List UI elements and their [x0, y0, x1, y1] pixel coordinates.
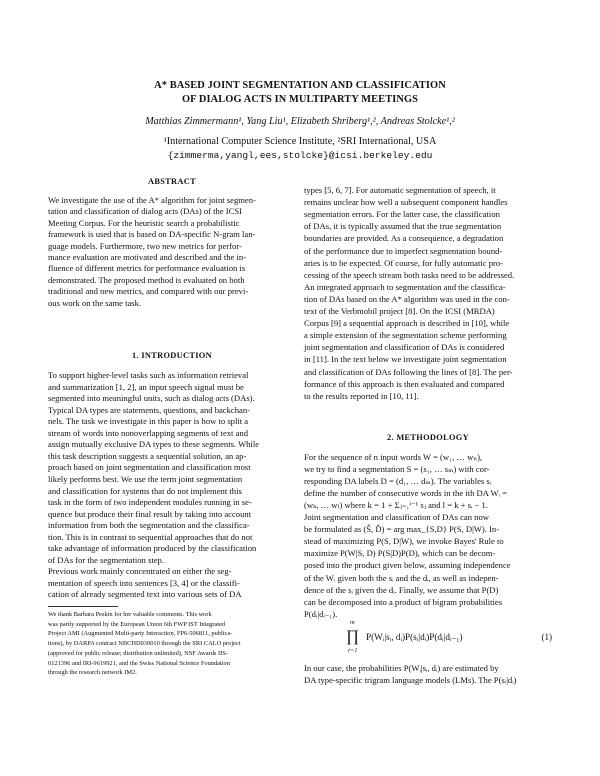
text-line: stead of maximizing P(S, D|W), we invoke Bayes' Rule to [304, 536, 504, 547]
text-line: assign mutually exclusive DA types to these segments. While [48, 439, 260, 450]
text-line: tation and classification of dialog acts (DAs) of the ICSI [48, 206, 243, 217]
text-line: can be decomposed into a product of bigram probabilities [304, 596, 503, 607]
text-line: posed into the product given below, assuming independence [304, 560, 511, 571]
text-line: segmented into meaningful units, such as dialog acts (DAs). [48, 393, 255, 404]
text-line: mentation of speech into sentences [3, 4] or the classifi- [48, 577, 240, 588]
equation-body: P(Wᵢ|sᵢ, dᵢ)P(sᵢ|dᵢ)P(dᵢ|dᵢ₋₁) [366, 632, 463, 642]
equation-1 [304, 619, 552, 658]
text-line: DA type-specific trigram language models (LMs). The P(sᵢ|dᵢ) [304, 675, 517, 686]
text-line: Joint segmentation and classification of DAs can now [304, 512, 489, 523]
text-line: was partly supported by the European Union 6th FWP IST Integrated [48, 620, 226, 628]
text-line: mance evaluation are motivated and described and the in- [48, 252, 247, 262]
contact-email: {zimmerma,yangl,ees,stolcke}@icsi.berkeley.edu [167, 150, 433, 161]
abstract-heading: ABSTRACT [147, 177, 196, 186]
text-line: ous work on the same task. [48, 297, 142, 308]
text-line: (approved for public release; distribution unlimited), NSF Awards IIS- [48, 649, 228, 657]
title-line: OF DIALOG ACTS IN MULTIPARTY MEETINGS [181, 94, 419, 105]
text-line: and classification for systems that do not implement this [48, 485, 242, 496]
text-line: we try to find a segmentation S = (s₁, … sₘ) with cor- [304, 464, 490, 475]
methodology-heading: 2. METHODOLOGY [387, 433, 469, 442]
text-line: tion. This is in contrast to sequential approaches that do not [48, 531, 253, 542]
text-line: To support higher-level tasks such as information retrieval [48, 370, 249, 380]
text-line: Project AMI (Augmented Multi-party Interaction, FP6-506811, publica- [48, 630, 233, 638]
text-line: and summarization [1, 2], an input speech signal must be [48, 381, 244, 392]
text-line: responding DA labels D = (d₁, … dₘ). The variables sᵢ [304, 476, 492, 487]
text-line: of the Wᵢ given both the sᵢ and the dᵢ, as well as indepen- [304, 572, 499, 583]
text-line: information from both the segmentation and the classifica- [48, 520, 250, 531]
text-line: maximize P(W|S, D) P(S|D)P(D), which can be decom- [304, 548, 496, 559]
text-line: a simple extension of the segmentation scheme performing [304, 330, 507, 341]
text-line: Previous work mainly concentrated on either the seg- [48, 566, 232, 577]
text-line: We thank Barbara Peskin for her valuable comments. This work [48, 611, 212, 618]
text-line: of the performance due to imperfect segmentation bound- [304, 245, 503, 256]
author-list: Matthias Zimmermann¹, Yang Liu¹, Elizabeth Shriberg¹,², Andreas Stolcke¹,² [145, 116, 455, 127]
text-line: Meeting Corpus. For the heuristic search a probabilistic [48, 217, 240, 228]
footnote-rule [48, 606, 118, 607]
text-line: formance of this approach is then evaluated and compared [304, 378, 505, 389]
text-line: 0121396 and IRI-9619921, and the Swiss National Science Foundation [48, 659, 230, 667]
text-line: tions), by DARPA contract NBCHD030010 through the SRI CALO project [48, 640, 241, 648]
text-line: and classification of DAs following the lines of [8]. The per- [304, 366, 513, 377]
text-line: traditional and new metrics, and compared with our previ- [48, 286, 249, 297]
text-line: stream of words into nonoverlapping segments of text and [48, 427, 249, 438]
paper-title [40, 79, 560, 107]
text-line: guage models. Furthermore, two new metrics for perfor- [48, 240, 242, 251]
text-line: fluence of different metrics for performance evaluation is [48, 263, 246, 274]
text-line: In our case, the probabilities P(Wᵢ|sᵢ, dᵢ) are estimated by [304, 663, 499, 673]
product-symbol: ∏ [346, 628, 360, 645]
text-line: through the research network IM2. [48, 669, 137, 677]
text-line: dence of the sᵢ given the dᵢ. Finally, we assume that P(D) [304, 584, 499, 595]
text-line: framework is used that is based on DA-specific N-gram lan- [48, 229, 256, 240]
text-line: cation of already segmented text into various sets of DA [48, 589, 242, 600]
text-line: joint segmentation and classification of DAs is considered [304, 342, 505, 353]
text-line: boundaries are provided. As a consequence, a degradation [304, 233, 504, 244]
text-line: segmentation errors. For the latter case, the classification [304, 209, 500, 220]
text-line: this task description suggests a sequential solution, an ap- [48, 450, 247, 461]
text-line: remains unclear how well a subsequent component handles [304, 197, 508, 208]
text-line: We investigate the use of the A* algorithm for joint segmen- [48, 195, 256, 205]
text-line: task in the form of two independent modules running in se- [48, 497, 252, 508]
text-line: to the results reported in [10, 11]. [304, 390, 419, 401]
equation-number: (1) [541, 632, 552, 642]
text-line: proach based on joint segmentation and classification most [48, 462, 251, 473]
product-upper-limit: m [350, 619, 355, 626]
text-line: cessing of the speech stream both tasks need to be addressed. [304, 269, 515, 280]
text-line: An integrated approach to segmentation and the classifica- [304, 281, 506, 292]
affiliation: ¹International Computer Science Institute, ²SRI International, USA [163, 136, 437, 147]
text-line: nels. The task we investigate in this paper is how to split a [48, 416, 249, 427]
text-line: Corpus [9] a sequential approach is described in [10], while [304, 318, 510, 329]
text-line: P(dᵢ|dᵢ₋₁). [304, 608, 338, 619]
text-line: take advantage of information produced by the classification [48, 543, 257, 554]
text-line: aries is to be expected. Of course, for fully automatic pro- [304, 257, 504, 268]
text-line: (wₖ, … wₗ) where k = 1 + Σⱼ₌₁ⁱ⁻¹ sⱼ and l = k + sᵢ − 1. [304, 500, 488, 511]
product-lower-limit: i=1 [348, 647, 358, 654]
text-line: of DAs for the segmentation step. [48, 554, 164, 565]
text-line: For the sequence of n input words W = (w₁, … wₙ), [304, 452, 483, 462]
text-line: quence but produce their final result by taking into account [48, 508, 252, 519]
text-line: Typical DA types are statements, questions, and backchan- [48, 404, 251, 415]
text-line: tion of DAs based on the A* algorithm was used in the con- [304, 293, 510, 304]
text-line: in [11]. In the text below we investigate joint segmentation [304, 354, 507, 365]
text-line: likely performs best. We use the term joint segmentation [48, 473, 243, 484]
text-line: of DAs, it is typically assumed that the true segmentation [304, 221, 502, 232]
text-line: define the number of consecutive words in the ith DA Wᵢ = [304, 488, 507, 499]
text-line: types [5, 6, 7]. For automatic segmentation of speech, it [304, 185, 496, 195]
title-line: A* BASED JOINT SEGMENTATION AND CLASSIFICATION [154, 80, 446, 91]
text-line: demonstrated. The proposed method is evaluated on both [48, 274, 245, 285]
text-line: text of the Verbmobil project [8]. On the ICSI (MRDA) [304, 306, 495, 316]
introduction-heading: 1. INTRODUCTION [132, 351, 212, 360]
text-line: be formulated as (Ŝ, D̂) = arg max_{S,D} P(S, D|W). In- [304, 524, 500, 535]
